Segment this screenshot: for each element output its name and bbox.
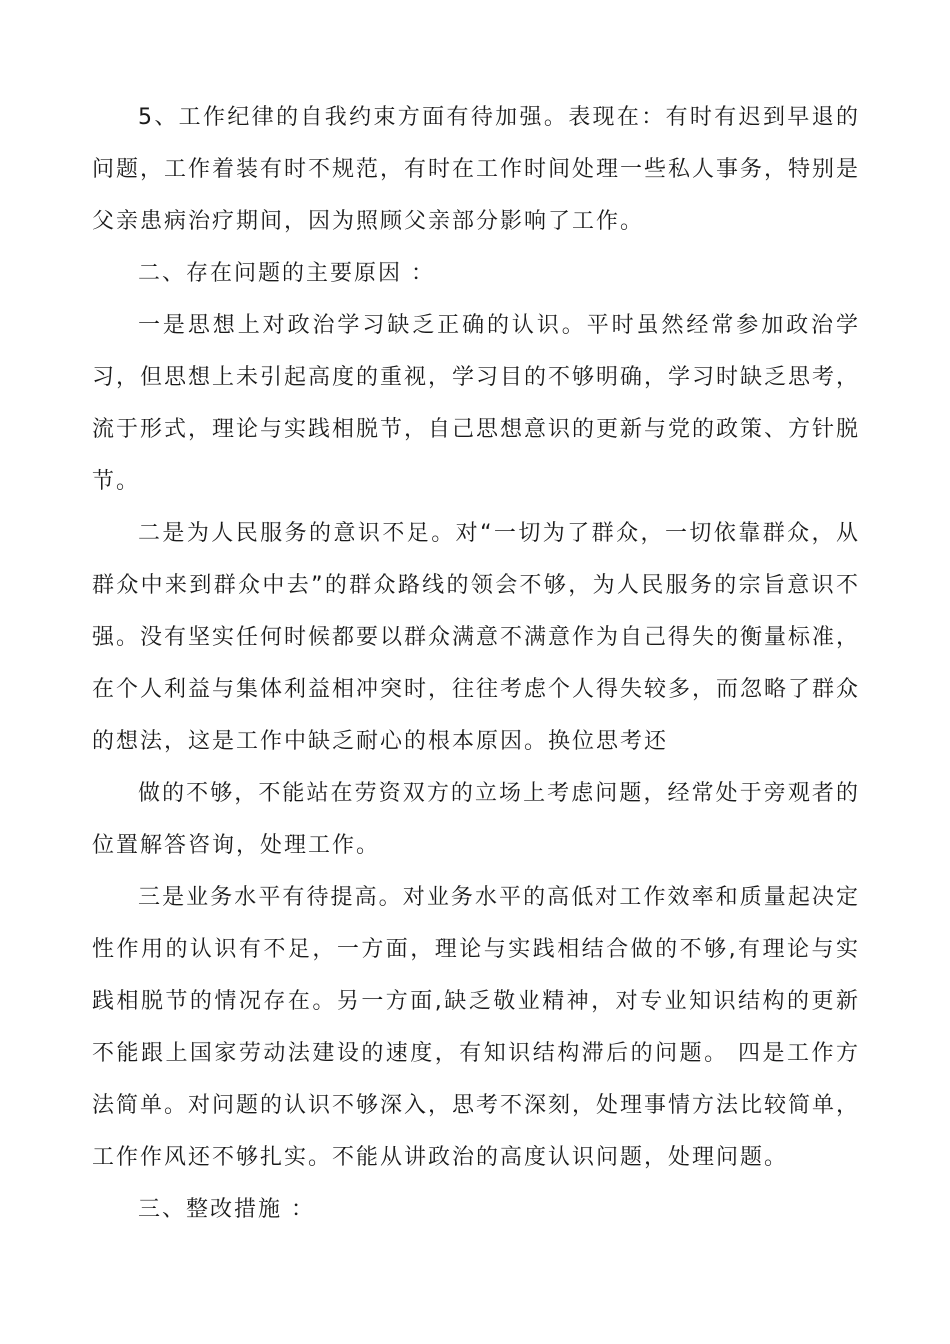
paragraph-political-study: 一是思想上对政治学习缺乏正确的认识。平时虽然经常参加政治学习，但思想上未引起高度的重视，学习目的不够明确，学习时缺乏思考，流于形式，理论与实践相脱节，自己思想意识的更新与党的政策、方针脱节。 bbox=[92, 313, 861, 494]
heading-main-causes: 二、存在问题的主要原因 ： bbox=[138, 261, 435, 286]
paragraph-work-discipline: 5、工作纪律的自我约束方面有待加强。表现在：有时有迟到早退的问题，工作着装有时不规范，有时在工作时间处理一些私人事务，特别是父亲患病治疗期间，因为照顾父亲部分影响了工作。 bbox=[92, 105, 861, 234]
heading-rectification-measures: 三、整改措施 ： bbox=[138, 1197, 315, 1222]
paragraph-business-level: 三是业务水平有待提高。对业务水平的高低对工作效率和质量起决定性作用的认识有不足，一方面，理论与实践相结合做的不够,有理论与实践相脱节的情况存在。另一方面,缺乏敬业精神，对专业知识结构的更新不能跟上国家劳动法建设的速度，有知识结构滞后的问题。 四是工作方法简单。对问题的认识不够深入，思考不深刻，处理事情方法比较简单，工作作风还不够扎实。不能从讲政治的高度认识问题，处理问题。 bbox=[92, 885, 861, 1170]
paragraph-serve-people: 二是为人民服务的意识不足。对“一切为了群众，一切依靠群众，从群众中来到群众中去”的群众路线的领会不够，为人民服务的宗旨意识不强。没有坚实任何时候都要以群众满意不满意作为自己得失的衡量标准，在个人利益与集体利益相冲突时，往往考虑个人得失较多，而忽略了群众的想法，这是工作中缺乏耐心的根本原因。换位思考还 bbox=[92, 521, 861, 754]
document-body bbox=[92, 92, 860, 1236]
paragraph-perspective: 做的不够，不能站在劳资双方的立场上考虑问题，经常处于旁观者的位置解答咨询，处理工作。 bbox=[92, 781, 860, 858]
